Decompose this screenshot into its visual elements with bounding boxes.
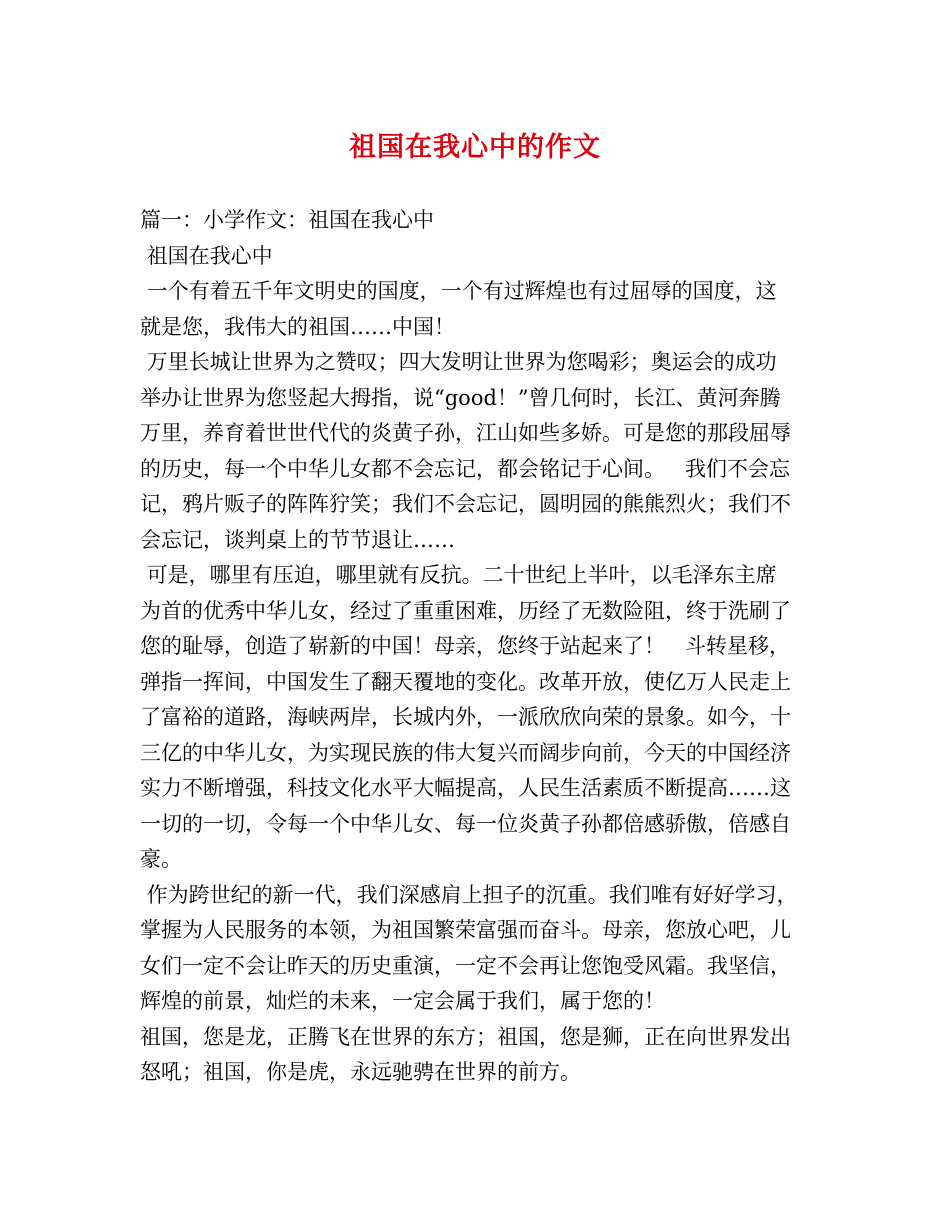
text-line: 女们一定不会让昨天的历史重演，一定不会再让您饱受风霜。我坚信， — [140, 953, 791, 978]
text-line: 作为跨世纪的新一代，我们深感肩上担子的沉重。我们唯有好好学习， — [140, 882, 798, 907]
text-line: 了富裕的道路，海峡两岸，长城内外，一派欣欣向荣的景象。如今，十 — [140, 705, 791, 729]
text-line: 可是，哪里有压迫，哪里就有反抗。二十世纪上半叶，以毛泽东主席 — [140, 563, 777, 587]
document-title: 祖国在我心中的作文 — [349, 132, 601, 163]
text-line: 实力不断增强，科技文化水平大幅提高，人民生活素质不断提高……这 — [140, 776, 791, 800]
text-line: 万里，养育着世世代代的炎黄子孙，江山如些多娇。可是您的那段屈辱 — [140, 421, 791, 445]
text-line: 为首的优秀中华儿女，经过了重重困难，历经了无数险阻，终于洗刷了 — [140, 598, 791, 623]
text-line: 掌握为人民服务的本领，为祖国繁荣富强而奋斗。母亲，您放心吧，儿 — [140, 918, 791, 942]
text-line: 祖国在我心中 — [140, 243, 273, 268]
text-line: 一个有着五千年文明史的国度，一个有过辉煌也有过屈辱的国度，这 — [140, 279, 777, 303]
text-line: 您的耻辱，创造了崭新的中国！母亲，您终于站起来了！ 斗转星移， — [140, 634, 791, 658]
document-body — [140, 203, 820, 1091]
text-line: 辉煌的前景，灿烂的未来，一定会属于我们，属于您的！ — [140, 989, 665, 1013]
text-line: 怒吼；祖国，你是虎，永远驰骋在世界的前方。 — [140, 1060, 581, 1084]
text-line: 万里长城让世界为之赞叹；四大发明让世界为您喝彩；奥运会的成功 — [140, 350, 777, 374]
text-line: 记，鸦片贩子的阵阵狞笑；我们不会忘记，圆明园的熊熊烈火；我们不 — [140, 492, 791, 516]
text-line: 会忘记，谈判桌上的节节退让…… — [140, 527, 455, 552]
text-line: 的历史，每一个中华儿女都不会忘记，都会铭记于心间。 我们不会忘 — [140, 456, 791, 481]
text-line: 篇一：小学作文：祖国在我心中 — [140, 208, 434, 232]
text-line: 一切的一切，令每一个中华儿女、每一位炎黄子孙都倍感骄傲，倍感自 — [140, 811, 791, 836]
text-line: 弹指一挥间，中国发生了翻天覆地的变化。改革开放，使亿万人民走上 — [140, 669, 791, 694]
text-line: 豪。 — [140, 847, 182, 871]
text-line: 祖国，您是龙，正腾飞在世界的东方；祖国，您是狮，正在向世界发出 — [140, 1024, 791, 1049]
text-line: 三亿的中华儿女，为实现民族的伟大复兴而阔步向前，今天的中国经济 — [140, 740, 791, 765]
text-line: 举办让世界为您竖起大拇指，说“good！”曾几何时，长江、黄河奔腾 — [140, 385, 781, 410]
text-line: 就是您，我伟大的祖国……中国！ — [140, 314, 455, 339]
